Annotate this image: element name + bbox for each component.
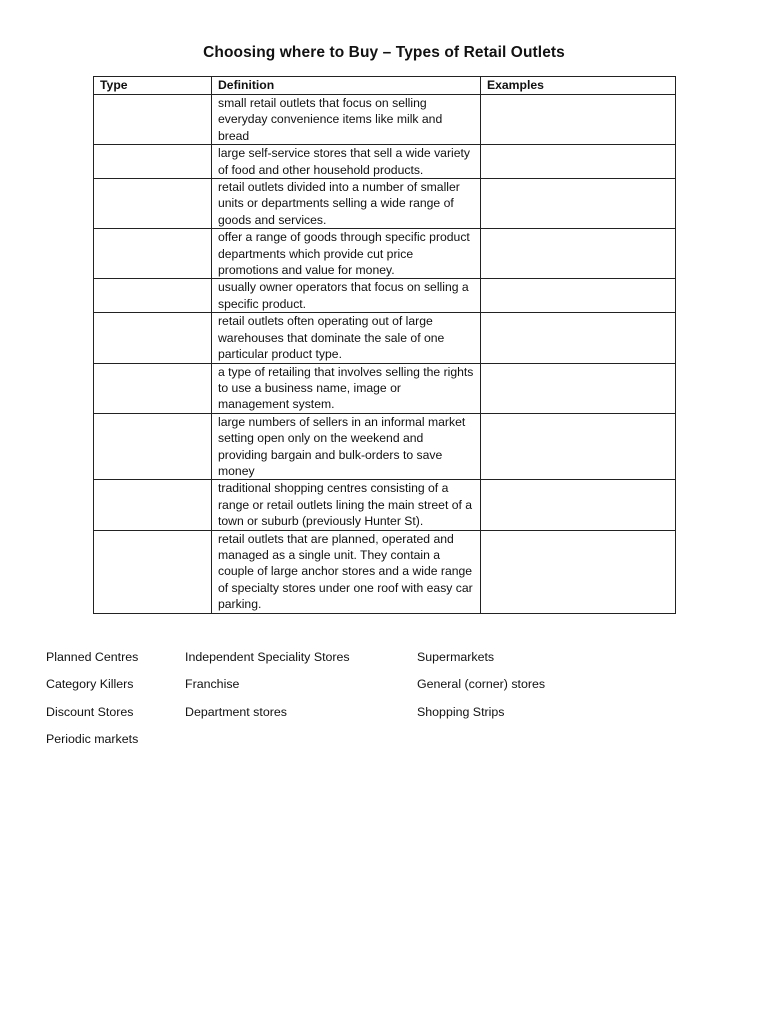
retail-outlets-table <box>93 76 676 614</box>
word-bank-item: Franchise <box>185 677 240 691</box>
definition-cell: traditional shopping centres consisting of a range or retail outlets lining the main street of a town or suburb (previously Hunter St). <box>212 480 481 530</box>
table-row <box>94 530 676 613</box>
word-bank-item: Planned Centres <box>46 650 139 664</box>
definition-cell: large numbers of sellers in an informal market setting open only on the weekend and providing bargain and bulk-orders to save money <box>212 413 481 480</box>
definition-cell: a type of retailing that involves selling the rights to use a business name, image or management system. <box>212 363 481 413</box>
table-row <box>94 363 676 413</box>
examples-cell[interactable] <box>481 145 676 179</box>
table-row <box>94 480 676 530</box>
word-bank-item: Supermarkets <box>417 650 495 664</box>
word-bank <box>46 650 666 760</box>
type-cell[interactable] <box>94 363 212 413</box>
examples-cell[interactable] <box>481 480 676 530</box>
page-title: Choosing where to Buy – Types of Retail Outlets <box>203 44 565 61</box>
type-cell[interactable] <box>94 229 212 279</box>
type-cell[interactable] <box>94 95 212 145</box>
examples-cell[interactable] <box>481 279 676 313</box>
examples-cell[interactable] <box>481 530 676 613</box>
definition-cell: retail outlets that are planned, operated and managed as a single unit. They contain a couple of large anchor stores and a wide range of specialty stores under one roof with easy car parking. <box>212 530 481 613</box>
word-bank-item: Category Killers <box>46 677 134 691</box>
examples-cell[interactable] <box>481 229 676 279</box>
table-row <box>94 313 676 363</box>
table-row <box>94 279 676 313</box>
type-cell[interactable] <box>94 530 212 613</box>
table-row <box>94 95 676 145</box>
definition-cell: large self-service stores that sell a wide variety of food and other household products. <box>212 145 481 179</box>
table-header-row <box>94 77 676 95</box>
type-cell[interactable] <box>94 145 212 179</box>
type-cell[interactable] <box>94 480 212 530</box>
type-cell[interactable] <box>94 179 212 229</box>
examples-cell[interactable] <box>481 363 676 413</box>
type-cell[interactable] <box>94 413 212 480</box>
word-bank-item: General (corner) stores <box>417 677 546 691</box>
definition-cell: retail outlets often operating out of large warehouses that dominate the sale of one particular product type. <box>212 313 481 363</box>
word-bank-item: Shopping Strips <box>417 705 505 719</box>
column-header-definition: Definition <box>212 77 481 95</box>
word-bank-item: Periodic markets <box>46 732 139 746</box>
definition-cell: usually owner operators that focus on selling a specific product. <box>212 279 481 313</box>
column-header-type: Type <box>94 77 212 95</box>
word-bank-item: Department stores <box>185 705 287 719</box>
definition-cell: offer a range of goods through specific product departments which provide cut price promotions and value for money. <box>212 229 481 279</box>
examples-cell[interactable] <box>481 413 676 480</box>
word-bank-item: Discount Stores <box>46 705 134 719</box>
examples-cell[interactable] <box>481 95 676 145</box>
examples-cell[interactable] <box>481 179 676 229</box>
definition-cell: retail outlets divided into a number of smaller units or departments selling a wide range of goods and services. <box>212 179 481 229</box>
type-cell[interactable] <box>94 313 212 363</box>
table-row <box>94 145 676 179</box>
column-header-examples: Examples <box>481 77 676 95</box>
word-bank-item: Independent Speciality Stores <box>185 650 350 664</box>
table-row <box>94 179 676 229</box>
definition-cell: small retail outlets that focus on selling everyday convenience items like milk and bread <box>212 95 481 145</box>
table-row <box>94 413 676 480</box>
table-row <box>94 229 676 279</box>
type-cell[interactable] <box>94 279 212 313</box>
examples-cell[interactable] <box>481 313 676 363</box>
